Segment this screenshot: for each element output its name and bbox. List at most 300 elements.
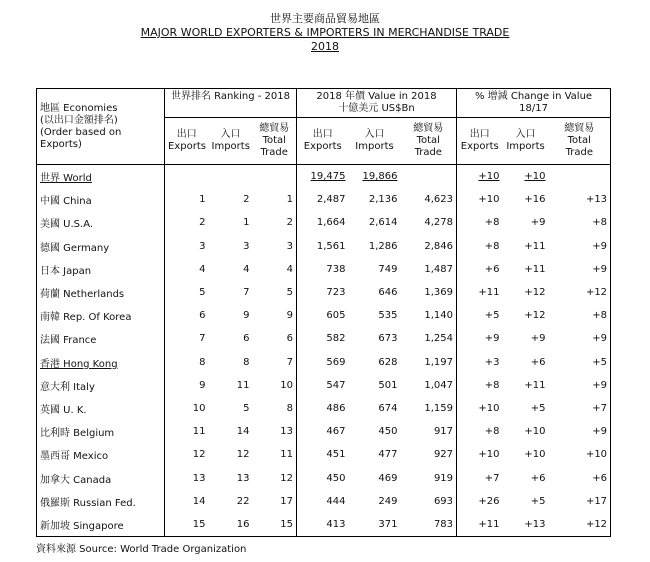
cell-rank-exp (165, 513, 209, 537)
cell-value: +6 (530, 472, 546, 484)
cell-val-exp (297, 188, 349, 211)
subheader-line: 入口 (220, 129, 241, 140)
val-exports-header (297, 118, 349, 165)
cell-val-tot (401, 188, 457, 211)
cell-value: 11 (192, 426, 206, 438)
cell-value: 450 (378, 426, 398, 438)
cell-rank-exp (165, 281, 209, 304)
cell-value: 10 (280, 379, 293, 391)
table-row (37, 304, 611, 327)
economy-name: 加拿大 Canada (40, 474, 112, 486)
cell-rank-tot (253, 281, 297, 304)
cell-value: +8 (484, 217, 500, 229)
cell-value: 6 (199, 310, 206, 322)
cell-rank-tot (253, 374, 297, 397)
cell-value: +26 (478, 495, 500, 507)
cell-value: 444 (326, 495, 346, 507)
cell-val-imp (349, 513, 401, 537)
cell-val-exp (297, 443, 349, 466)
cell-chg-exp (457, 351, 503, 374)
cell-val-exp (297, 513, 349, 537)
cell-value: 469 (378, 472, 398, 484)
cell-chg-imp (503, 351, 549, 374)
cell-rank-exp (165, 397, 209, 420)
subheader-line: Total (567, 135, 591, 146)
cell-value: +8 (484, 426, 500, 438)
economy-cell (37, 490, 165, 513)
economy-cell (37, 397, 165, 420)
cell-value: 16 (236, 518, 250, 530)
cell-value: +11 (478, 518, 500, 530)
cell-value: 1,286 (368, 240, 398, 252)
cell-value: +8 (592, 217, 608, 229)
cell-value: 1,561 (316, 240, 346, 252)
cell-value: 4,623 (424, 194, 454, 206)
cell-value: +12 (585, 287, 608, 299)
cell-rank-tot (253, 397, 297, 420)
cell-rank-exp (165, 327, 209, 350)
subheader-line: Imports (506, 141, 545, 152)
subheader-line: Imports (355, 141, 394, 152)
cell-rank-imp (209, 351, 253, 374)
cell-chg-imp (503, 420, 549, 443)
cell-chg-exp (457, 420, 503, 443)
cell-value: +9 (530, 333, 546, 345)
cell-value: 9 (286, 310, 293, 322)
economy-name: 比利時 Belgium (40, 428, 115, 440)
cell-chg-imp (503, 304, 549, 327)
cell-val-imp (349, 327, 401, 350)
title-english: MAJOR WORLD EXPORTERS & IMPORTERS IN MERCHANDISE TRADE (140, 26, 510, 39)
cell-val-exp (297, 327, 349, 350)
cell-chg-tot (549, 351, 611, 374)
cell-val-imp (349, 374, 401, 397)
cell-value: 673 (378, 333, 398, 345)
economy-cell (37, 513, 165, 537)
cell-value: 1 (286, 194, 293, 206)
subheader-line: Exports (460, 141, 499, 152)
cell-chg-imp (503, 513, 549, 537)
cell-value: 13 (280, 426, 293, 438)
cell-value: 6 (286, 333, 293, 345)
cell-value: 1 (199, 194, 206, 206)
cell-value: +10 (478, 171, 500, 183)
subheader-line: Trade (260, 147, 288, 158)
economy-name: 墨西哥 Mexico (40, 451, 109, 463)
cell-value: +12 (585, 518, 608, 530)
cell-rank-tot (253, 513, 297, 537)
cell-rank-tot (253, 466, 297, 489)
cell-val-imp (349, 466, 401, 489)
cell-val-exp (297, 304, 349, 327)
cell-val-tot (401, 211, 457, 234)
cell-value: +7 (592, 402, 608, 414)
table-row (37, 165, 611, 189)
cell-val-exp (297, 490, 349, 513)
cell-rank-tot (253, 235, 297, 258)
cell-rank-imp (209, 165, 253, 189)
cell-value: 14 (192, 495, 206, 507)
cell-value: +10 (524, 449, 546, 461)
cell-rank-tot (253, 304, 297, 327)
table-row (37, 281, 611, 304)
cell-value: 693 (433, 495, 454, 507)
cell-val-imp (349, 397, 401, 420)
cell-chg-imp (503, 211, 549, 234)
table-row (37, 258, 611, 281)
cell-value: +16 (524, 194, 546, 206)
cell-val-imp (349, 420, 401, 443)
cell-value: 9 (199, 379, 206, 391)
cell-val-imp (349, 304, 401, 327)
economy-name: 英國 U. K. (40, 404, 87, 416)
cell-chg-tot (549, 258, 611, 281)
cell-value: 477 (378, 449, 398, 461)
economy-name: 香港 Hong Kong (40, 358, 118, 370)
economy-cell (37, 258, 165, 281)
cell-value: +9 (530, 217, 546, 229)
cell-value: 3 (243, 240, 250, 252)
economy-name: 法國 France (40, 335, 97, 347)
cell-value: 12 (236, 449, 250, 461)
cell-val-exp (297, 420, 349, 443)
cell-rank-imp (209, 513, 253, 537)
cell-rank-imp (209, 327, 253, 350)
economies-header-line: Exports) (40, 139, 82, 150)
cell-chg-tot (549, 397, 611, 420)
cell-chg-imp (503, 188, 549, 211)
cell-rank-imp (209, 490, 253, 513)
cell-value: 749 (378, 263, 398, 275)
cell-value: 919 (433, 472, 454, 484)
change-group-line: % 增減 Change in Value (474, 91, 593, 102)
cell-value: 13 (236, 472, 250, 484)
chg-total-header (549, 118, 611, 165)
cell-value: 5 (243, 402, 250, 414)
cell-val-exp (297, 281, 349, 304)
cell-chg-exp (457, 188, 503, 211)
cell-rank-exp (165, 165, 209, 189)
cell-value: 7 (286, 356, 293, 368)
cell-value: 569 (326, 356, 346, 368)
table-row (37, 374, 611, 397)
val-total-header (401, 118, 457, 165)
cell-value: 19,475 (310, 171, 346, 183)
economy-cell (37, 281, 165, 304)
cell-val-tot (401, 165, 457, 189)
cell-value: +6 (530, 356, 546, 368)
cell-chg-imp (503, 466, 549, 489)
cell-value: 19,866 (362, 171, 398, 183)
cell-rank-exp (165, 351, 209, 374)
cell-chg-tot (549, 466, 611, 489)
economy-cell (37, 374, 165, 397)
table-row (37, 490, 611, 513)
cell-chg-exp (457, 281, 503, 304)
cell-value: 12 (280, 472, 293, 484)
chg-exports-header (457, 118, 503, 165)
cell-value: 738 (326, 263, 346, 275)
cell-rank-tot (253, 490, 297, 513)
cell-chg-exp (457, 513, 503, 537)
change-group-header (457, 89, 611, 118)
cell-chg-tot (549, 490, 611, 513)
title-chinese: 世界主要商品貿易地區 (270, 12, 380, 25)
subheader-line: 出口 (312, 129, 333, 140)
subheader-line: Exports (303, 141, 342, 152)
cell-value: +9 (592, 240, 608, 252)
cell-rank-imp (209, 211, 253, 234)
cell-value: +10 (478, 402, 500, 414)
cell-value: +6 (484, 263, 500, 275)
economy-cell (37, 420, 165, 443)
subheader-line: Trade (565, 147, 593, 158)
cell-chg-tot (549, 443, 611, 466)
cell-val-tot (401, 397, 457, 420)
subheader-line: 入口 (364, 129, 385, 140)
cell-value: 7 (243, 287, 250, 299)
cell-chg-exp (457, 397, 503, 420)
cell-value: +8 (484, 240, 500, 252)
cell-rank-exp (165, 304, 209, 327)
cell-chg-tot (549, 165, 611, 189)
cell-value: 3 (286, 240, 293, 252)
table-row (37, 397, 611, 420)
subheader-line: 入口 (515, 129, 536, 140)
economy-cell (37, 466, 165, 489)
economy-name: 新加坡 Singapore (40, 520, 124, 532)
table-row (37, 188, 611, 211)
cell-value: 8 (199, 356, 206, 368)
cell-val-imp (349, 490, 401, 513)
chg-imports-header (503, 118, 549, 165)
subheader-line: 出口 (176, 129, 197, 140)
cell-value: 3 (199, 240, 206, 252)
cell-value: 1,664 (316, 217, 346, 229)
subheader-line: Total (262, 135, 286, 146)
cell-val-tot (401, 281, 457, 304)
subheader-line: Imports (211, 141, 250, 152)
cell-value: 8 (243, 356, 250, 368)
table-row (37, 235, 611, 258)
cell-value: 723 (326, 287, 346, 299)
cell-rank-tot (253, 165, 297, 189)
cell-value: 8 (286, 402, 293, 414)
cell-rank-exp (165, 235, 209, 258)
cell-chg-exp (457, 304, 503, 327)
cell-value: 2 (199, 217, 206, 229)
cell-value: 5 (286, 287, 293, 299)
cell-value: 413 (326, 518, 346, 530)
cell-value: 450 (326, 472, 346, 484)
cell-rank-imp (209, 188, 253, 211)
cell-value: +12 (524, 310, 546, 322)
cell-value: +9 (592, 263, 608, 275)
economy-name: 世界 World (40, 173, 92, 185)
cell-value: 4,278 (424, 217, 454, 229)
cell-val-imp (349, 211, 401, 234)
cell-value: 17 (280, 495, 293, 507)
economy-cell (37, 188, 165, 211)
cell-val-exp (297, 211, 349, 234)
cell-rank-tot (253, 258, 297, 281)
cell-val-tot (401, 443, 457, 466)
cell-chg-imp (503, 397, 549, 420)
cell-value: 22 (236, 495, 250, 507)
cell-value: 582 (326, 333, 346, 345)
cell-value: 4 (286, 263, 293, 275)
cell-val-imp (349, 351, 401, 374)
cell-chg-exp (457, 235, 503, 258)
cell-value: +11 (478, 287, 500, 299)
cell-value: 1,197 (424, 356, 454, 368)
cell-rank-tot (253, 351, 297, 374)
cell-val-tot (401, 327, 457, 350)
cell-rank-imp (209, 281, 253, 304)
cell-value: +9 (592, 333, 608, 345)
cell-value: +10 (478, 449, 500, 461)
cell-value: +10 (524, 171, 546, 183)
cell-val-exp (297, 397, 349, 420)
cell-value: 1,159 (424, 402, 454, 414)
value-group-header (297, 89, 457, 118)
subheader-line: Exports (168, 141, 206, 152)
cell-val-imp (349, 281, 401, 304)
economies-header-line: (Order based on (40, 127, 122, 138)
cell-rank-exp (165, 188, 209, 211)
cell-value: +9 (484, 333, 500, 345)
economy-cell (37, 165, 165, 189)
cell-val-tot (401, 304, 457, 327)
cell-rank-exp (165, 443, 209, 466)
cell-value: 11 (280, 449, 293, 461)
cell-value: 15 (280, 518, 293, 530)
cell-value: 7 (199, 333, 206, 345)
cell-value: 486 (326, 402, 346, 414)
economy-cell (37, 235, 165, 258)
cell-value: 547 (326, 379, 346, 391)
rank-imports-header (209, 118, 253, 165)
cell-value: 6 (243, 333, 250, 345)
economy-name: 俄羅斯 Russian Fed. (40, 497, 136, 509)
cell-value: +11 (524, 263, 546, 275)
val-imports-header (349, 118, 401, 165)
table-row (37, 513, 611, 537)
cell-value: 783 (433, 518, 454, 530)
cell-val-tot (401, 351, 457, 374)
economy-name: 南韓 Rep. Of Korea (40, 312, 132, 324)
cell-value: 451 (326, 449, 346, 461)
cell-chg-exp (457, 374, 503, 397)
cell-value: +7 (484, 472, 500, 484)
cell-rank-imp (209, 258, 253, 281)
cell-value: 1 (243, 217, 250, 229)
cell-chg-exp (457, 211, 503, 234)
cell-value: 4 (199, 263, 206, 275)
cell-chg-tot (549, 327, 611, 350)
cell-chg-imp (503, 258, 549, 281)
cell-rank-imp (209, 374, 253, 397)
cell-val-tot (401, 258, 457, 281)
cell-rank-exp (165, 490, 209, 513)
cell-value: +8 (592, 310, 608, 322)
economy-cell (37, 211, 165, 234)
cell-val-imp (349, 165, 401, 189)
table-row (37, 351, 611, 374)
cell-rank-exp (165, 466, 209, 489)
cell-rank-exp (165, 211, 209, 234)
cell-chg-exp (457, 327, 503, 350)
table-row (37, 466, 611, 489)
cell-value: 1,487 (424, 263, 454, 275)
cell-value: 646 (378, 287, 398, 299)
cell-chg-tot (549, 281, 611, 304)
source-note: 資料來源 Source: World Trade Organization (36, 544, 247, 555)
cell-val-tot (401, 513, 457, 537)
cell-value: +3 (484, 356, 500, 368)
cell-chg-imp (503, 281, 549, 304)
cell-value: 12 (192, 449, 206, 461)
cell-chg-imp (503, 490, 549, 513)
cell-value: +12 (524, 287, 546, 299)
cell-val-imp (349, 258, 401, 281)
cell-rank-imp (209, 466, 253, 489)
cell-value: 2 (243, 194, 250, 206)
cell-chg-tot (549, 304, 611, 327)
cell-rank-imp (209, 304, 253, 327)
cell-value: 501 (378, 379, 398, 391)
cell-chg-tot (549, 188, 611, 211)
change-group-line: 18/17 (519, 103, 548, 114)
cell-val-exp (297, 258, 349, 281)
cell-value: 467 (326, 426, 346, 438)
cell-value: +11 (524, 240, 546, 252)
cell-value: +5 (530, 495, 546, 507)
cell-value: +10 (478, 194, 500, 206)
cell-value: 628 (378, 356, 398, 368)
cell-chg-exp (457, 443, 503, 466)
cell-value: 2,846 (424, 240, 454, 252)
economy-name: 荷蘭 Netherlands (40, 289, 125, 301)
rank-exports-header (165, 118, 209, 165)
cell-chg-tot (549, 420, 611, 443)
table-row (37, 420, 611, 443)
cell-chg-imp (503, 327, 549, 350)
cell-value: 927 (433, 449, 454, 461)
subheader-line: 總貿易 (564, 123, 595, 134)
cell-value: 1,140 (424, 310, 454, 322)
cell-rank-tot (253, 188, 297, 211)
economies-header-line: 地區 Economies (40, 103, 118, 114)
cell-value: 10 (192, 402, 206, 414)
cell-rank-exp (165, 374, 209, 397)
cell-chg-tot (549, 513, 611, 537)
cell-chg-exp (457, 466, 503, 489)
cell-rank-imp (209, 420, 253, 443)
cell-chg-exp (457, 258, 503, 281)
cell-value: 2,487 (316, 194, 346, 206)
cell-value: 4 (243, 263, 250, 275)
cell-value: 2,136 (368, 194, 398, 206)
economy-name: 德國 Germany (40, 242, 110, 254)
value-group-line: 2018 年價 Value in 2018 (316, 91, 437, 102)
economy-name: 中國 China (40, 196, 92, 208)
economy-cell (37, 304, 165, 327)
subheader-line: 出口 (469, 129, 490, 140)
table-row (37, 443, 611, 466)
cell-chg-tot (549, 235, 611, 258)
economies-header-line: (以出口金額排名) (40, 115, 118, 126)
